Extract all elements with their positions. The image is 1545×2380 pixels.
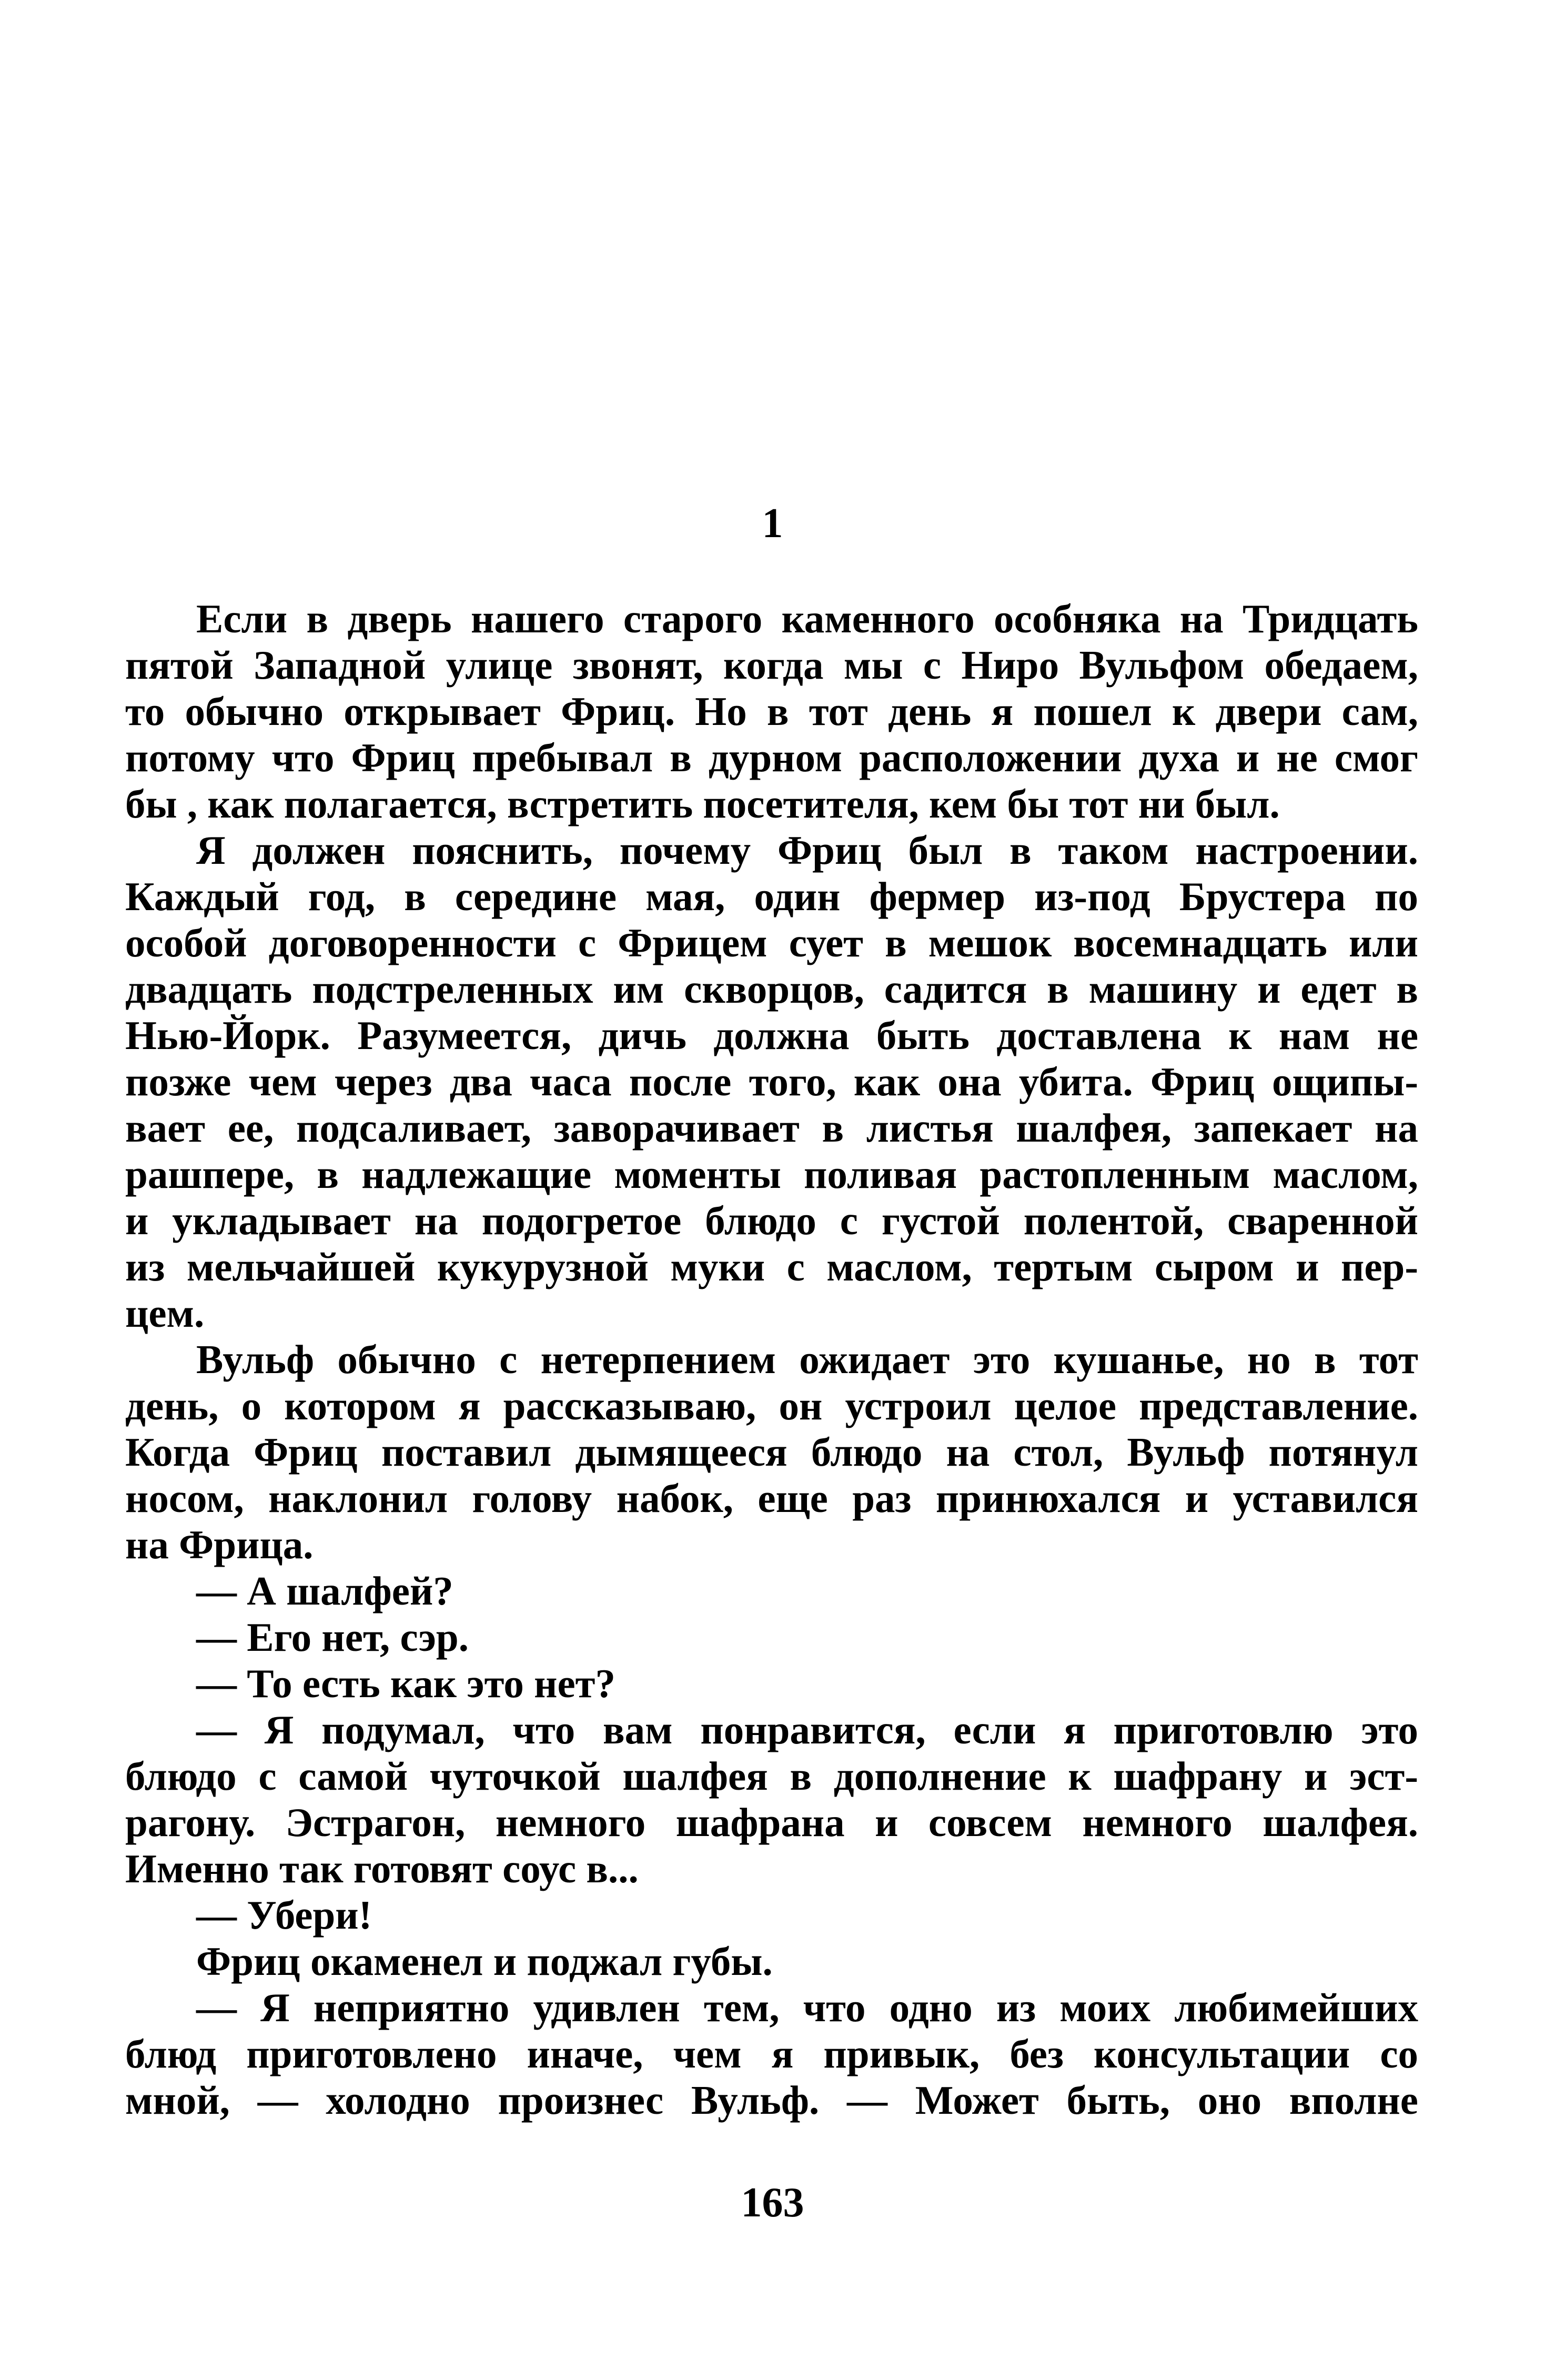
text-line: — Я подумал, что вам понравится, если я приготовлю это [196, 1707, 1418, 1752]
text-line: двадцать подстреленных им скворцов, садится в машину и едет в [125, 966, 1418, 1012]
text-line: Если в дверь нашего старого каменного особняка на Тридцать [196, 596, 1418, 641]
text-line: вает ее, подсаливает, заворачивает в листья шалфея, запекает на [125, 1105, 1418, 1151]
text-line: — А шалфей? [196, 1568, 453, 1613]
text-line: позже чем через два часа после того, как она убита. Фриц ощипы- [125, 1059, 1418, 1104]
text-line: блюд приготовлено иначе, чем я привык, без консультации со [125, 2031, 1418, 2076]
text-line: рашпере, в надлежащие моменты поливая растопленным маслом, [125, 1152, 1418, 1197]
text-line: из мельчайшей кукурузной муки с маслом, тертым сыром и пер- [125, 1244, 1418, 1289]
text-line: — Убери! [196, 1892, 372, 1938]
text-line: то обычно открывает Фриц. Но в тот день я пошел к двери сам, [125, 689, 1418, 734]
text-line: Когда Фриц поставил дымящееся блюдо на стол, Вульф потянул [125, 1429, 1418, 1475]
text-line: — Его нет, сэр. [196, 1615, 469, 1660]
text-line: цем. [125, 1290, 205, 1336]
text-line: блюдо с самой чуточкой шалфея в дополнение к шафрану и эст- [125, 1753, 1418, 1799]
text-line: Я должен пояснить, почему Фриц был в таком настроении. [196, 828, 1418, 873]
text-line: потому что Фриц пребывал в дурном расположении духа и не смог [125, 735, 1418, 780]
text-line: Вульф обычно с нетерпением ожидает это кушанье, но в тот [196, 1337, 1418, 1382]
text-line: Именно так готовят соус в... [125, 1846, 639, 1891]
text-line: — То есть как это нет? [196, 1661, 615, 1706]
text-line: Фриц окаменел и поджал губы. [196, 1939, 773, 1984]
body-text [125, 596, 1418, 2123]
text-line: Нью-Йорк. Разумеется, дичь должна быть доставлена к нам не [125, 1013, 1418, 1058]
text-line: особой договоренности с Фрицем сует в мешок восемнадцать или [125, 920, 1418, 965]
text-line: — Я неприятно удивлен тем, что одно из моих любимейших [196, 1985, 1418, 2030]
text-line: бы , как полагается, встретить посетителя, кем бы тот ни был. [125, 781, 1280, 826]
text-line: Каждый год, в середине мая, один фермер из-под Брустера по [125, 874, 1418, 919]
chapter-number: 1 [762, 500, 783, 547]
text-line: день, о котором я рассказываю, он устроил целое представление. [125, 1383, 1418, 1428]
text-line: на Фрица. [125, 1522, 314, 1567]
text-line: пятой Западной улице звонят, когда мы с Ниро Вульфом обедаем, [125, 642, 1418, 688]
page-number: 163 [741, 2180, 804, 2226]
text-line: рагону. Эстрагон, немного шафрана и совсем немного шалфея. [125, 1800, 1418, 1845]
text-line: мной, — холодно произнес Вульф. — Может быть, оно вполне [125, 2078, 1418, 2123]
text-line: и укладывает на подогретое блюдо с густой полентой, сваренной [125, 1198, 1418, 1243]
text-line: носом, наклонил голову набок, еще раз принюхался и уставился [125, 1476, 1418, 1521]
